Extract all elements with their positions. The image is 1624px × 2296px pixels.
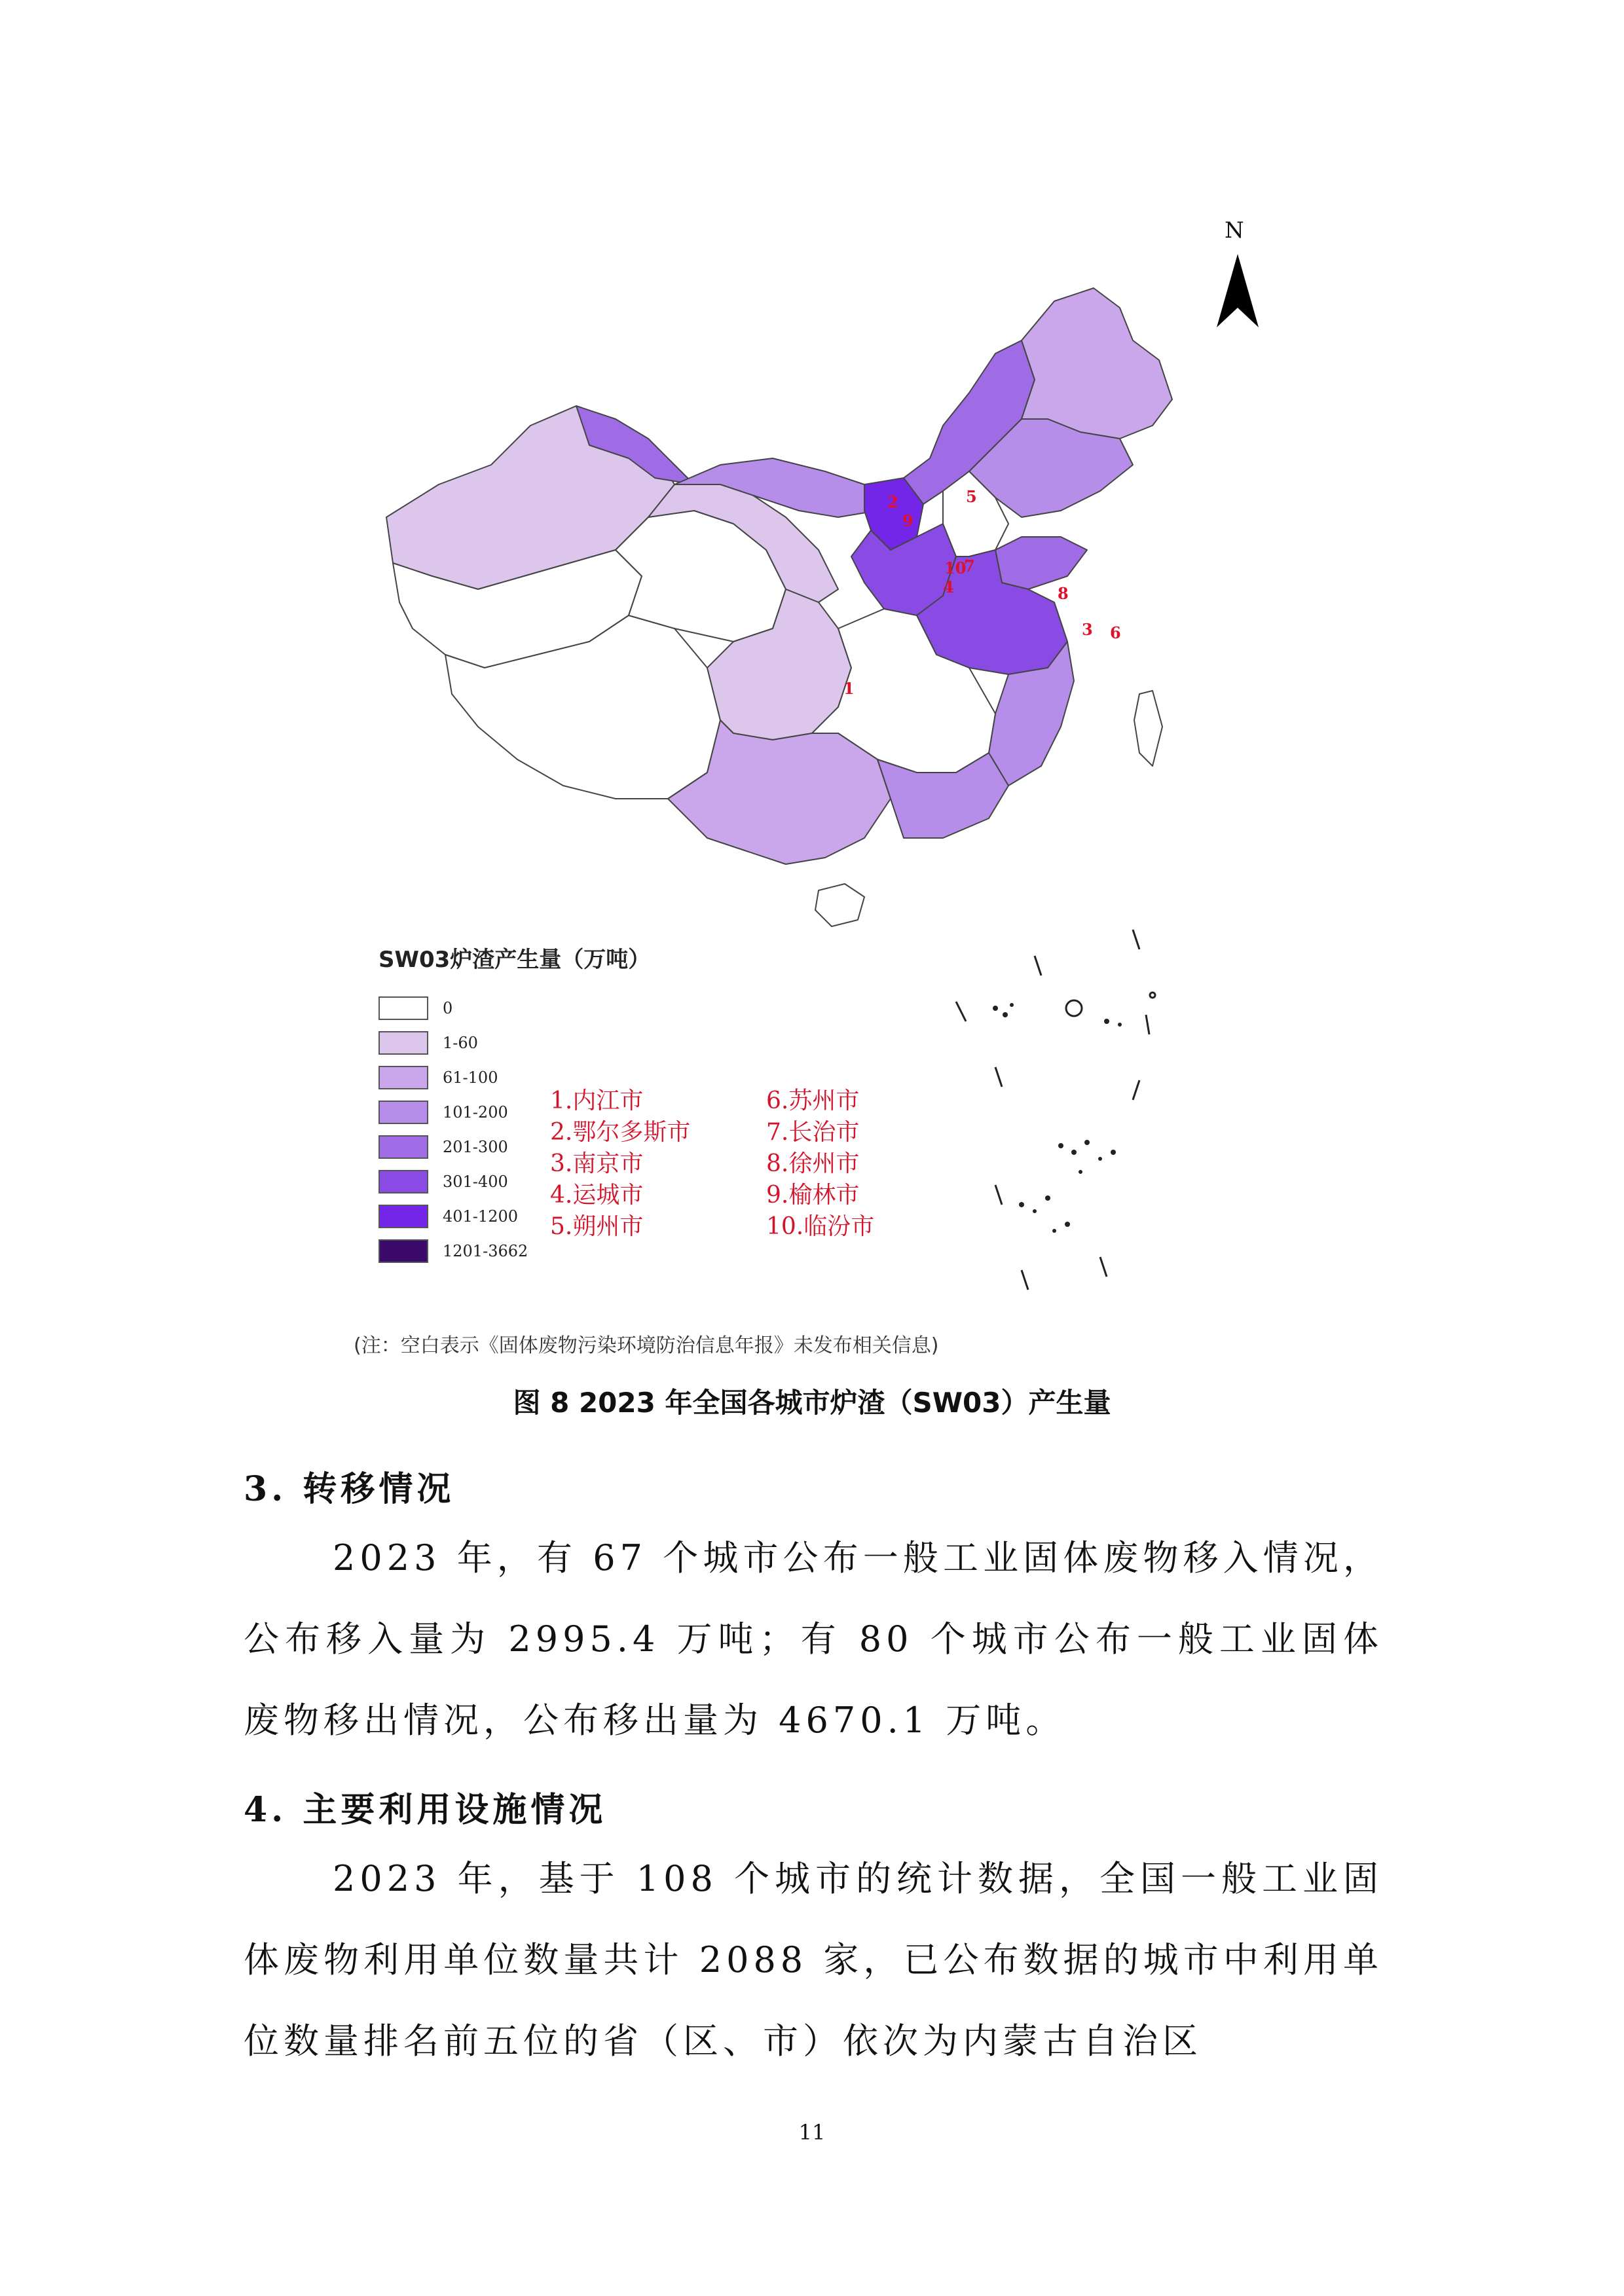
legend-label: 61-100 <box>443 1068 498 1087</box>
city-item: 4.运城市 <box>550 1182 644 1209</box>
legend-label: 0 <box>443 998 453 1017</box>
map-label-2: 2 <box>887 492 898 511</box>
city-item: 8.徐州市 <box>766 1150 860 1177</box>
legend-title: SW03炉渣产生量（万吨） <box>378 947 651 973</box>
legend-swatch <box>378 1101 428 1124</box>
city-item: 3.南京市 <box>550 1150 644 1177</box>
section-4-paragraph: 2023 年，基于 108 个城市的统计数据，全国一般工业固体废物利用单位数量共计 2088 家，已公布数据的城市中利用单位数量排名前五位的省（区、市）依次为内蒙古自治区 <box>244 1858 1383 2062</box>
map-label-5: 5 <box>966 487 977 506</box>
north-arrow-icon <box>1211 216 1264 334</box>
figure-caption: 图 8 2023 年全国各城市炉渣（SW03）产生量 <box>513 1387 1111 1419</box>
map-label-10: 10 <box>944 558 967 577</box>
legend-swatch <box>378 1239 428 1263</box>
map-label-3: 3 <box>1082 620 1093 639</box>
map-label-7: 7 <box>964 556 975 575</box>
section-4-heading: 4. 主要利用设施情况 <box>244 1790 607 1830</box>
region-taiwan <box>1134 691 1162 766</box>
legend-item <box>378 991 650 1025</box>
city-list <box>550 1087 904 1241</box>
city-item: 1.内江市 <box>550 1087 644 1114</box>
legend-swatch <box>378 1205 428 1228</box>
city-item: 5.朔州市 <box>550 1213 644 1240</box>
region-heilongjiang <box>1022 288 1172 439</box>
legend-swatch <box>378 996 428 1020</box>
city-item: 6.苏州市 <box>766 1087 860 1114</box>
legend-swatch <box>378 1170 428 1194</box>
legend-swatch <box>378 1066 428 1089</box>
north-label: N <box>1225 217 1244 244</box>
legend-label: 1201-3662 <box>443 1241 528 1260</box>
page-number: 11 <box>798 2120 826 2145</box>
island-dots <box>993 1003 1122 1233</box>
legend-label: 401-1200 <box>443 1207 518 1226</box>
legend-label: 301-400 <box>443 1172 508 1191</box>
map-label-4: 4 <box>943 577 954 596</box>
legend-label: 201-300 <box>443 1137 508 1156</box>
map-label-6: 6 <box>1110 623 1121 642</box>
city-item: 2.鄂尔多斯市 <box>550 1119 691 1146</box>
map-label-9: 9 <box>902 511 913 530</box>
section-3-heading: 3. 转移情况 <box>244 1469 455 1509</box>
figure-note: (注：空白表示《固体废物污染环境防治信息年报》未发布相关信息) <box>354 1334 939 1357</box>
city-item: 7.长治市 <box>766 1119 860 1146</box>
region-shandong <box>995 537 1087 589</box>
city-item: 9.榆林市 <box>766 1182 860 1209</box>
legend-swatch <box>378 1031 428 1055</box>
city-item: 10.临汾市 <box>766 1213 875 1240</box>
section-3-paragraph: 2023 年，有 67 个城市公布一般工业固体废物移入情况，公布移入量为 2995.4 万吨；有 80 个城市公布一般工业固体废物移出情况，公布移出量为 4670.1 万吨。 <box>244 1537 1383 1741</box>
map-label-8: 8 <box>1058 584 1069 603</box>
legend-item <box>378 1025 650 1060</box>
south-sea-islands <box>956 930 1155 1290</box>
map-label-1: 1 <box>843 679 855 698</box>
legend-label: 101-200 <box>443 1102 508 1121</box>
region-hainan <box>815 884 864 926</box>
legend-label: 1-60 <box>443 1033 478 1052</box>
legend-swatch <box>378 1135 428 1159</box>
